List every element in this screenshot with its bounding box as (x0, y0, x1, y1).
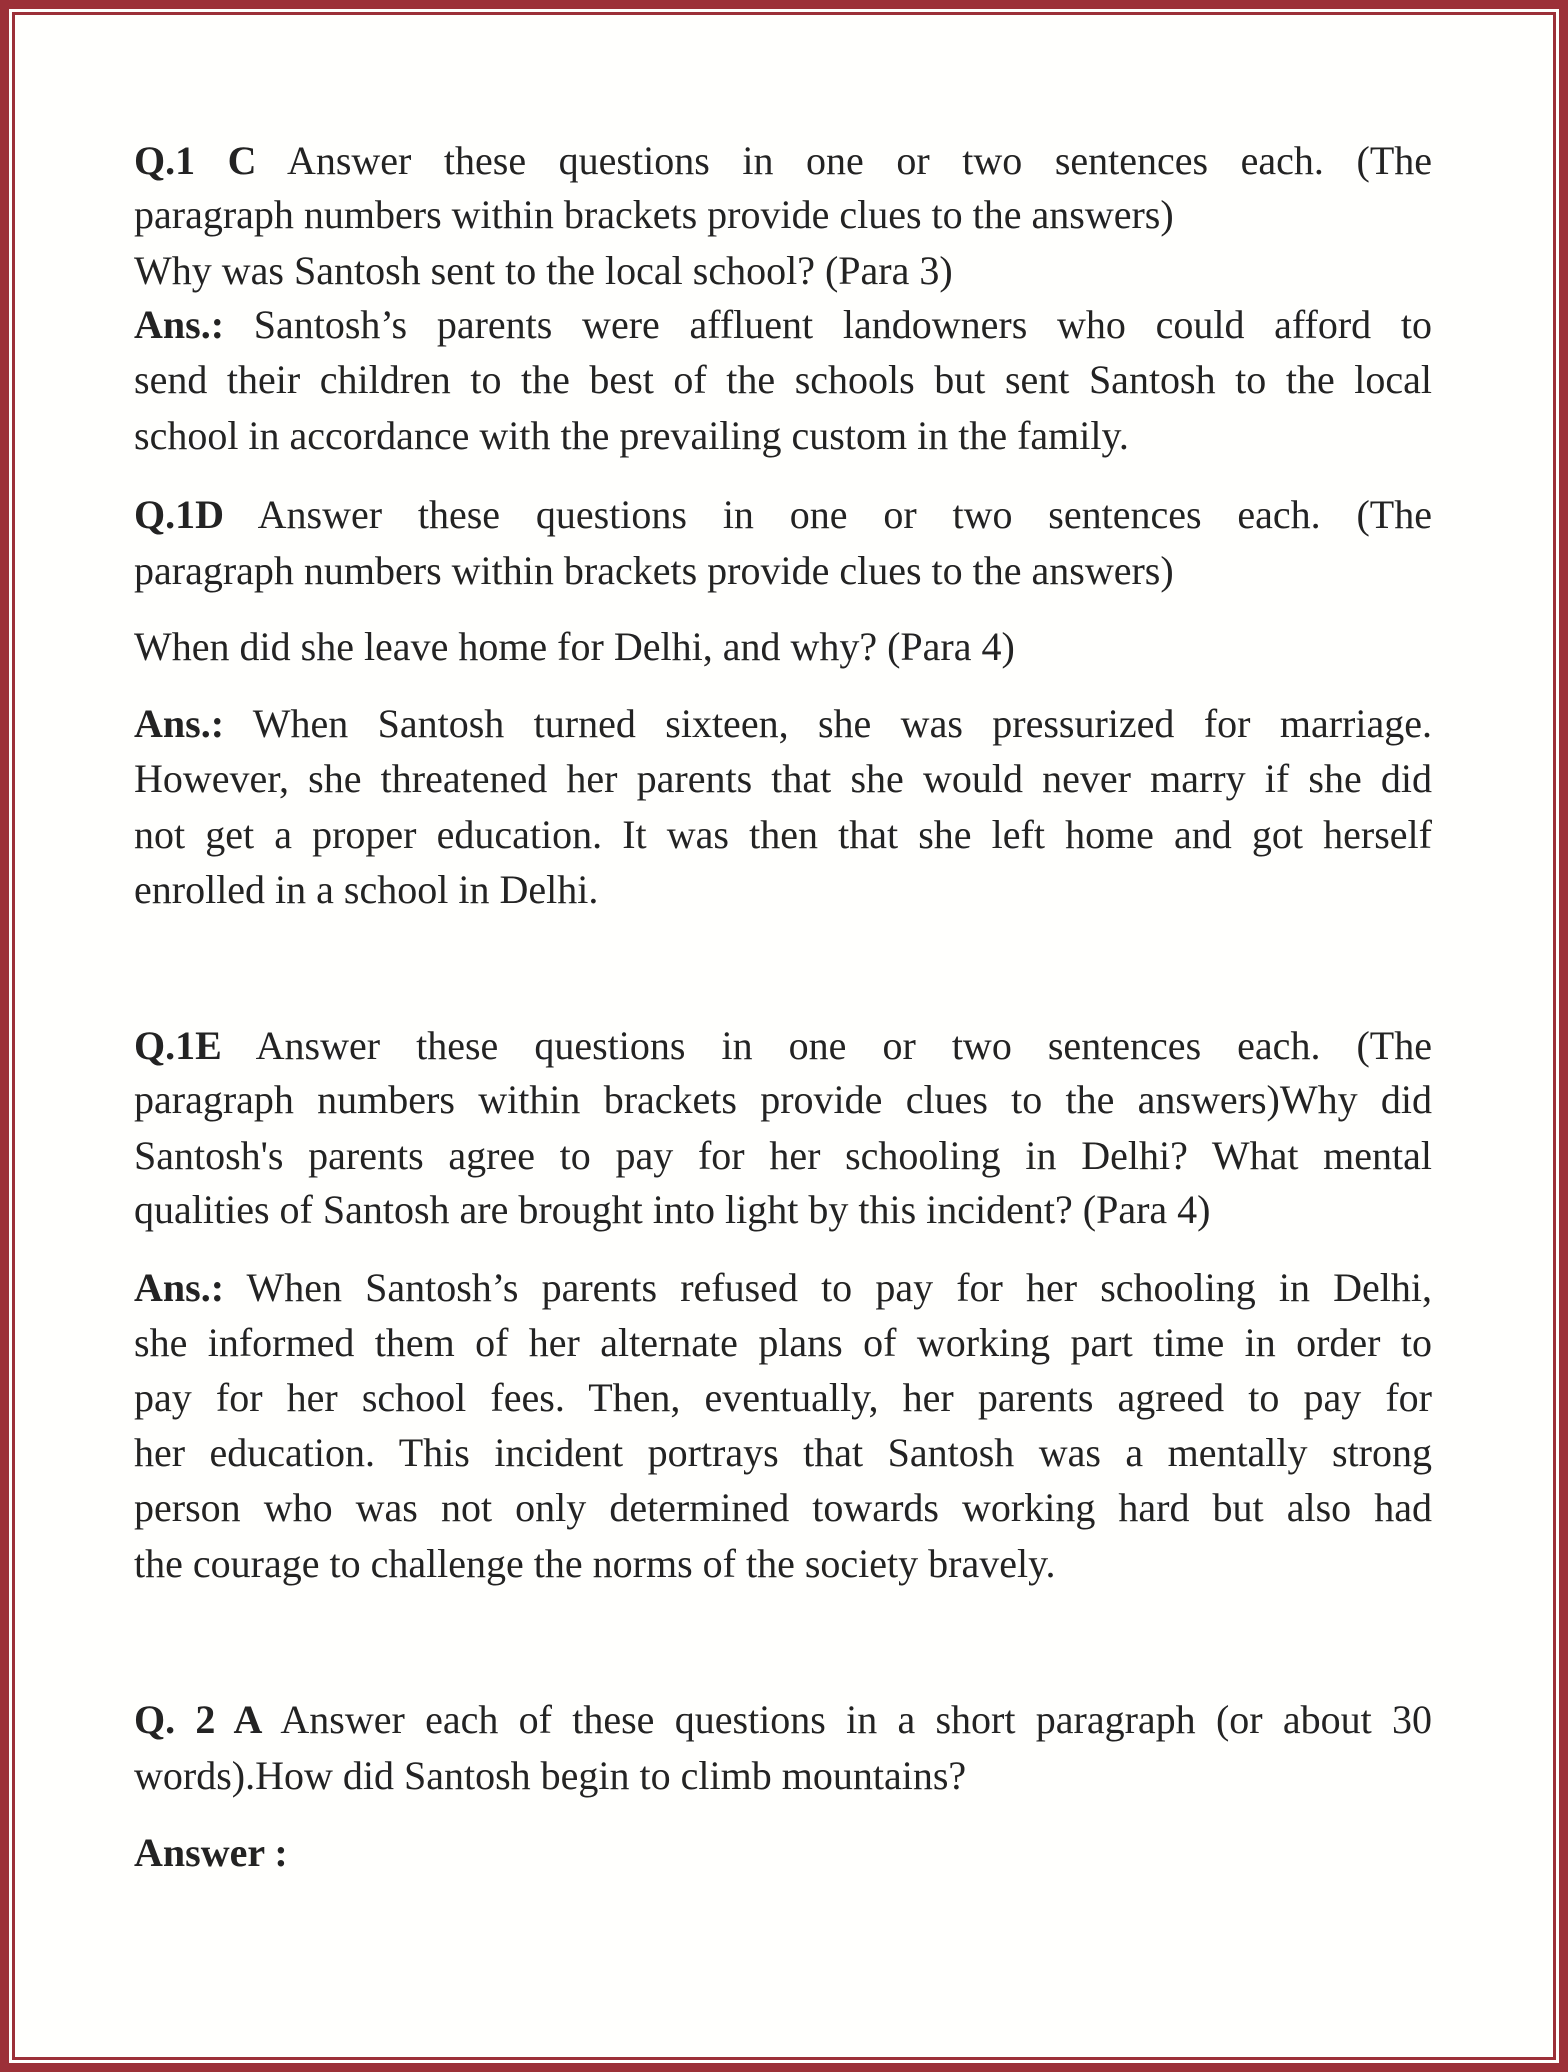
text-line (134, 243, 1432, 298)
bold-label: Ans.: (134, 302, 225, 347)
line-text: Answer these questions in one or two sentences each. (The (256, 138, 1432, 183)
text-line (134, 352, 1432, 407)
text-line (134, 1370, 1432, 1425)
bold-label: Q.1D (134, 492, 224, 537)
text-line (134, 1128, 1432, 1183)
line-text: paragraph numbers within brackets provide clues to the answers) (134, 548, 1174, 593)
text-line (134, 187, 1432, 242)
line-text: When did she leave home for Delhi, and why? (Para 4) (134, 624, 1015, 669)
text-line (134, 862, 1432, 917)
text-line (134, 1536, 1432, 1591)
line-text: paragraph numbers within brackets provide clues to the answers)Why did (134, 1077, 1432, 1122)
line-text: the courage to challenge the norms of the society bravely. (134, 1541, 1056, 1586)
bold-label: Q.1E (134, 1023, 222, 1068)
text-line (134, 1315, 1432, 1370)
line-text: qualities of Santosh are brought into light by this incident? (Para 4) (134, 1187, 1211, 1232)
text-line (134, 1692, 1432, 1747)
text-line (134, 297, 1432, 352)
line-text: person who was not only determined towards working hard but also had (134, 1485, 1432, 1530)
line-text: When Santosh turned sixteen, she was pressurized for marriage. (224, 701, 1432, 746)
line-text: words).How did Santosh begin to climb mountains? (134, 1753, 967, 1798)
text-line (134, 1072, 1432, 1127)
line-text: school in accordance with the prevailing custom in the family. (134, 413, 1129, 458)
line-text: not get a proper education. It was then that she left home and got herself (134, 812, 1432, 857)
text-line (134, 696, 1432, 751)
line-text: paragraph numbers within brackets provide clues to the answers) (134, 192, 1174, 237)
text-line (134, 1182, 1432, 1237)
text-line (134, 1825, 1432, 1880)
line-text: Answer each of these questions in a short paragraph (or about 30 (262, 1697, 1432, 1742)
line-text: However, she threatened her parents that she would never marry if she did (134, 756, 1432, 801)
line-text: Answer these questions in one or two sentences each. (The (224, 492, 1432, 537)
bold-label: Answer : (134, 1830, 288, 1875)
line-text: pay for her school fees. Then, eventually, her parents agreed to pay for (134, 1375, 1432, 1420)
bold-label: Q. 2 A (134, 1697, 263, 1742)
line-text: Santosh’s parents were affluent landowners who could afford to (224, 302, 1432, 347)
line-text: she informed them of her alternate plans of working part time in order to (134, 1320, 1432, 1365)
text-line (134, 133, 1432, 188)
line-text: Santosh's parents agree to pay for her schooling in Delhi? What mental (134, 1133, 1432, 1178)
line-text: her education. This incident portrays that Santosh was a mentally strong (134, 1430, 1432, 1475)
line-text: enrolled in a school in Delhi. (134, 867, 599, 912)
text-line (134, 751, 1432, 806)
text-line (134, 1018, 1432, 1073)
text-line (134, 487, 1432, 542)
text-line (134, 1260, 1432, 1315)
bold-label: Ans.: (134, 1265, 225, 1310)
text-line (134, 1425, 1432, 1480)
line-text: Answer these questions in one or two sentences each. (The (221, 1023, 1432, 1068)
text-line (134, 807, 1432, 862)
text-line (134, 1480, 1432, 1535)
line-text: When Santosh’s parents refused to pay for her schooling in Delhi, (224, 1265, 1432, 1310)
text-line (134, 408, 1432, 463)
bold-label: Q.1 C (134, 138, 257, 183)
bold-label: Ans.: (134, 701, 225, 746)
text-line (134, 619, 1432, 674)
text-line (134, 1748, 1432, 1803)
line-text: Why was Santosh sent to the local school? (Para 3) (134, 248, 953, 293)
text-line (134, 543, 1432, 598)
line-text: send their children to the best of the schools but sent Santosh to the local (134, 357, 1432, 402)
